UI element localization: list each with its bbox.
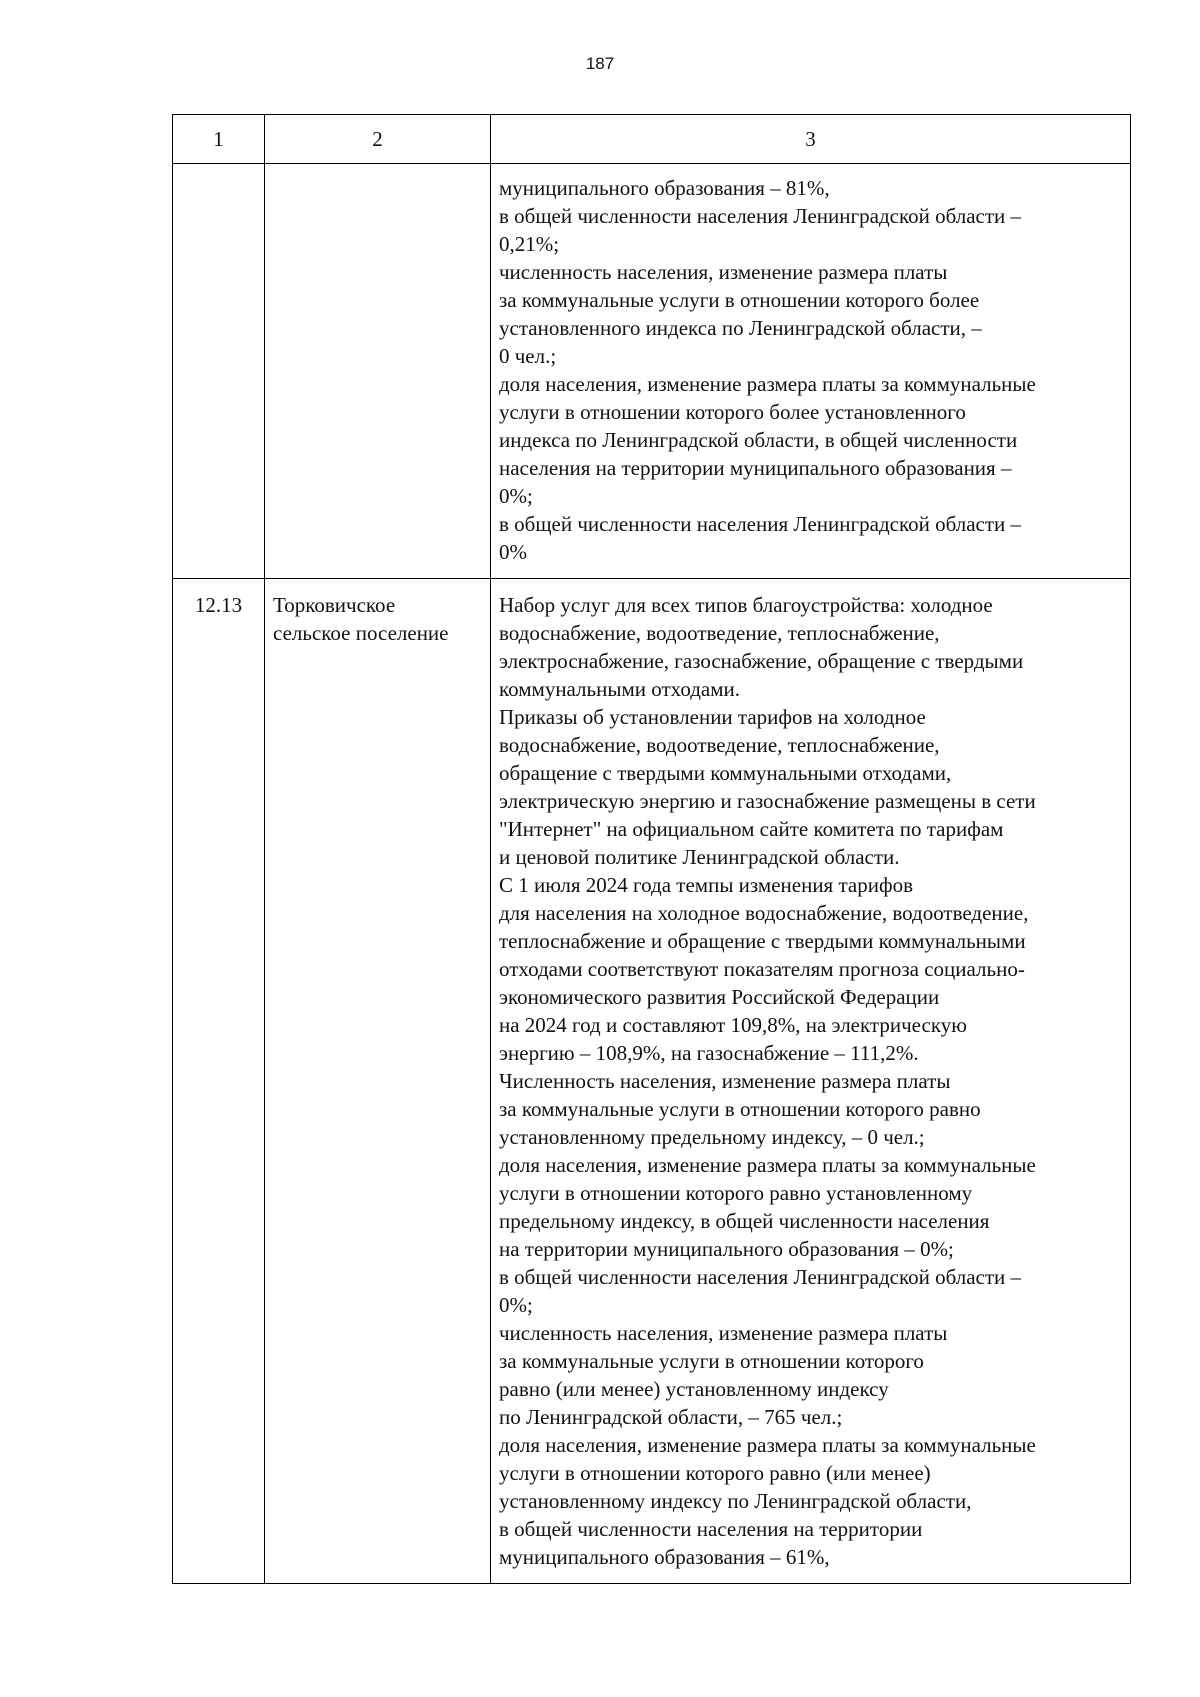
text-line: установленному индексу по Ленинградской области,: [499, 1489, 972, 1513]
text-line: 0%: [499, 540, 527, 564]
text-line: муниципального образования – 81%,: [499, 176, 830, 200]
text-line: С 1 июля 2024 года темпы изменения тарифов: [499, 873, 913, 897]
text-line: Торковичское: [273, 593, 396, 617]
row-number-cell: [173, 164, 265, 579]
text-line: и ценовой политике Ленинградской области.: [499, 845, 900, 869]
text-line: услуги в отношении которого равно установленному: [499, 1181, 973, 1205]
text-line: установленному предельному индексу, – 0 чел.;: [499, 1125, 925, 1149]
text-line: теплоснабжение и обращение с твердыми коммунальными: [499, 929, 1026, 953]
text-line: предельному индексу, в общей численности населения: [499, 1209, 990, 1233]
text-line: установленного индекса по Ленинградской области, –: [499, 316, 982, 340]
text-line: в общей численности населения Ленинградской области –: [499, 512, 1022, 536]
text-line: в общей численности населения Ленинградской области –: [499, 1265, 1022, 1289]
text-line: доля населения, изменение размера платы за коммунальные: [499, 1433, 1036, 1457]
text-line: электроснабжение, газоснабжение, обращение с твердыми: [499, 649, 1024, 673]
text-line: услуги в отношении которого более установленного: [499, 400, 966, 424]
text-line: электрическую энергию и газоснабжение размещены в сети: [499, 789, 1036, 813]
text-line: численность населения, изменение размера платы: [499, 260, 948, 284]
text-line: Приказы об установлении тарифов на холодное: [499, 705, 926, 729]
column-header-2: 2: [265, 115, 491, 164]
row-text-cell: [491, 579, 1131, 1584]
text-line: в общей численности населения на территории: [499, 1517, 923, 1541]
text-line: коммунальными отходами.: [499, 677, 741, 701]
text-line: 0%;: [499, 1293, 533, 1317]
text-line: Набор услуг для всех типов благоустройства: холодное: [499, 593, 993, 617]
page-number: 187: [585, 54, 615, 73]
text-line: экономического развития Российской Федерации: [499, 985, 940, 1009]
text-line: на территории муниципального образования – 0%;: [499, 1237, 954, 1261]
text-line: за коммунальные услуги в отношении которого: [499, 1349, 924, 1373]
table-header-row: [173, 115, 1131, 164]
text-line: 0 чел.;: [499, 344, 557, 368]
text-line: энергию – 108,9%, на газоснабжение – 111,2%.: [499, 1041, 919, 1065]
text-line: обращение с твердыми коммунальными отходами,: [499, 761, 952, 785]
text-line: в общей численности населения Ленинградской области –: [499, 204, 1022, 228]
text-line: индекса по Ленинградской области, в общей численности: [499, 428, 1018, 452]
text-line: муниципального образования – 61%,: [499, 1545, 830, 1569]
text-line: услуги в отношении которого равно (или менее): [499, 1461, 931, 1485]
text-line: водоснабжение, водоотведение, теплоснабжение,: [499, 621, 940, 645]
text-line: 0,21%;: [499, 232, 560, 256]
table-row: [173, 164, 1131, 579]
text-line: доля населения, изменение размера платы за коммунальные: [499, 372, 1036, 396]
text-line: водоснабжение, водоотведение, теплоснабжение,: [499, 733, 940, 757]
text-line: Численность населения, изменение размера платы: [499, 1069, 951, 1093]
document-table: [172, 114, 1131, 1584]
column-header-3: 3: [491, 115, 1131, 164]
text-line: на 2024 год и составляют 109,8%, на электрическую: [499, 1013, 967, 1037]
text-line: численность населения, изменение размера платы: [499, 1321, 948, 1345]
text-line: для населения на холодное водоснабжение, водоотведение,: [499, 901, 1029, 925]
text-line: за коммунальные услуги в отношении которого равно: [499, 1097, 981, 1121]
text-line: "Интернет" на официальном сайте комитета по тарифам: [499, 817, 1004, 841]
row-name-cell: [265, 579, 491, 1584]
column-header-1: 1: [173, 115, 265, 164]
text-line: населения на территории муниципального образования –: [499, 456, 1012, 480]
text-line: по Ленинградской области, – 765 чел.;: [499, 1405, 843, 1429]
text-line: равно (или менее) установленному индексу: [499, 1377, 889, 1401]
row-number-cell: [173, 579, 265, 1584]
text-line: сельское поселение: [273, 621, 449, 645]
text-line: доля населения, изменение размера платы за коммунальные: [499, 1153, 1036, 1177]
table-row: [173, 579, 1131, 1584]
row-name-cell: [265, 164, 491, 579]
row-text-cell: [491, 164, 1131, 579]
text-line: отходами соответствуют показателям прогноза социально-: [499, 957, 1025, 981]
text-line: за коммунальные услуги в отношении которого более: [499, 288, 980, 312]
row-number: 12.13: [194, 593, 243, 617]
text-line: 0%;: [499, 484, 533, 508]
